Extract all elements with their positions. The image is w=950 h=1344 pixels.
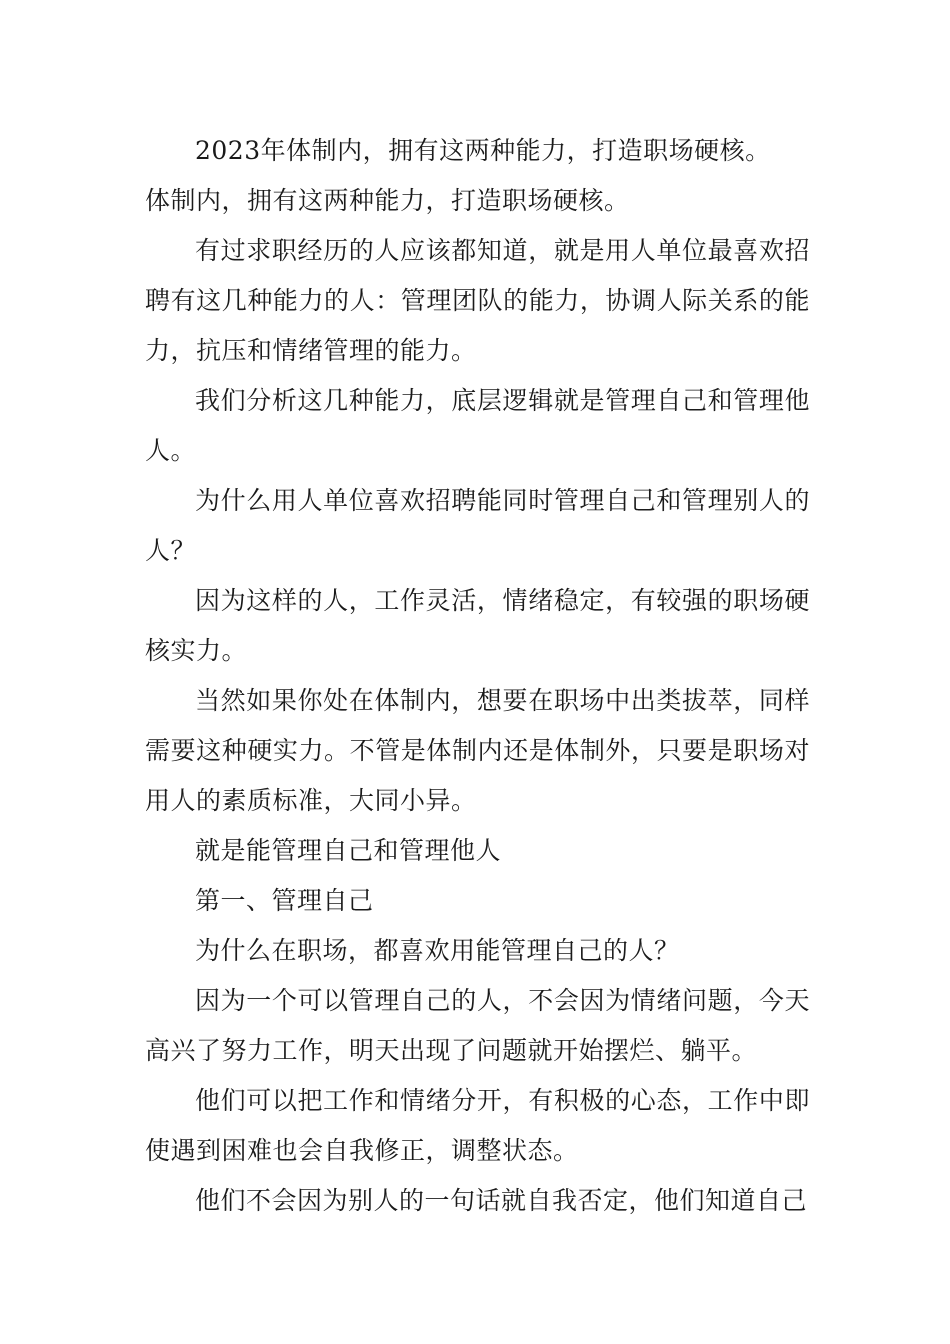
body-paragraph: 为什么在职场，都喜欢用能管理自己的人？	[195, 936, 680, 965]
document-title: 2023年体制内，拥有这两种能力，打造职场硬核。	[195, 136, 771, 165]
section-heading: 第一、管理自己	[195, 886, 374, 915]
body-paragraph: 因为这样的人，工作灵活，情绪稳定，有较强的职场硬核实力。	[145, 586, 810, 665]
section-heading: 就是能管理自己和管理他人	[195, 836, 502, 865]
body-paragraph: 为什么用人单位喜欢招聘能同时管理自己和管理别人的人？	[145, 486, 810, 565]
subtitle-paragraph: 体制内，拥有这两种能力，打造职场硬核。	[145, 186, 630, 215]
body-paragraph: 因为一个可以管理自己的人，不会因为情绪问题，今天高兴了努力工作，明天出现了问题就开始摆烂、躺平。	[145, 986, 810, 1065]
body-paragraph: 有过求职经历的人应该都知道，就是用人单位最喜欢招聘有这几种能力的人：管理团队的能力，协调人际关系的能力，抗压和情绪管理的能力。	[145, 236, 810, 365]
body-paragraph: 当然如果你处在体制内，想要在职场中出类拔萃，同样需要这种硬实力。不管是体制内还是体制外，只要是职场对用人的素质标准，大同小异。	[145, 686, 810, 815]
body-paragraph: 我们分析这几种能力，底层逻辑就是管理自己和管理他人。	[145, 386, 810, 465]
body-paragraph: 他们不会因为别人的一句话就自我否定，他们知道自己	[195, 1186, 808, 1215]
body-paragraph: 他们可以把工作和情绪分开，有积极的心态，工作中即使遇到困难也会自我修正，调整状态。	[145, 1086, 810, 1165]
document-body	[145, 126, 810, 1226]
